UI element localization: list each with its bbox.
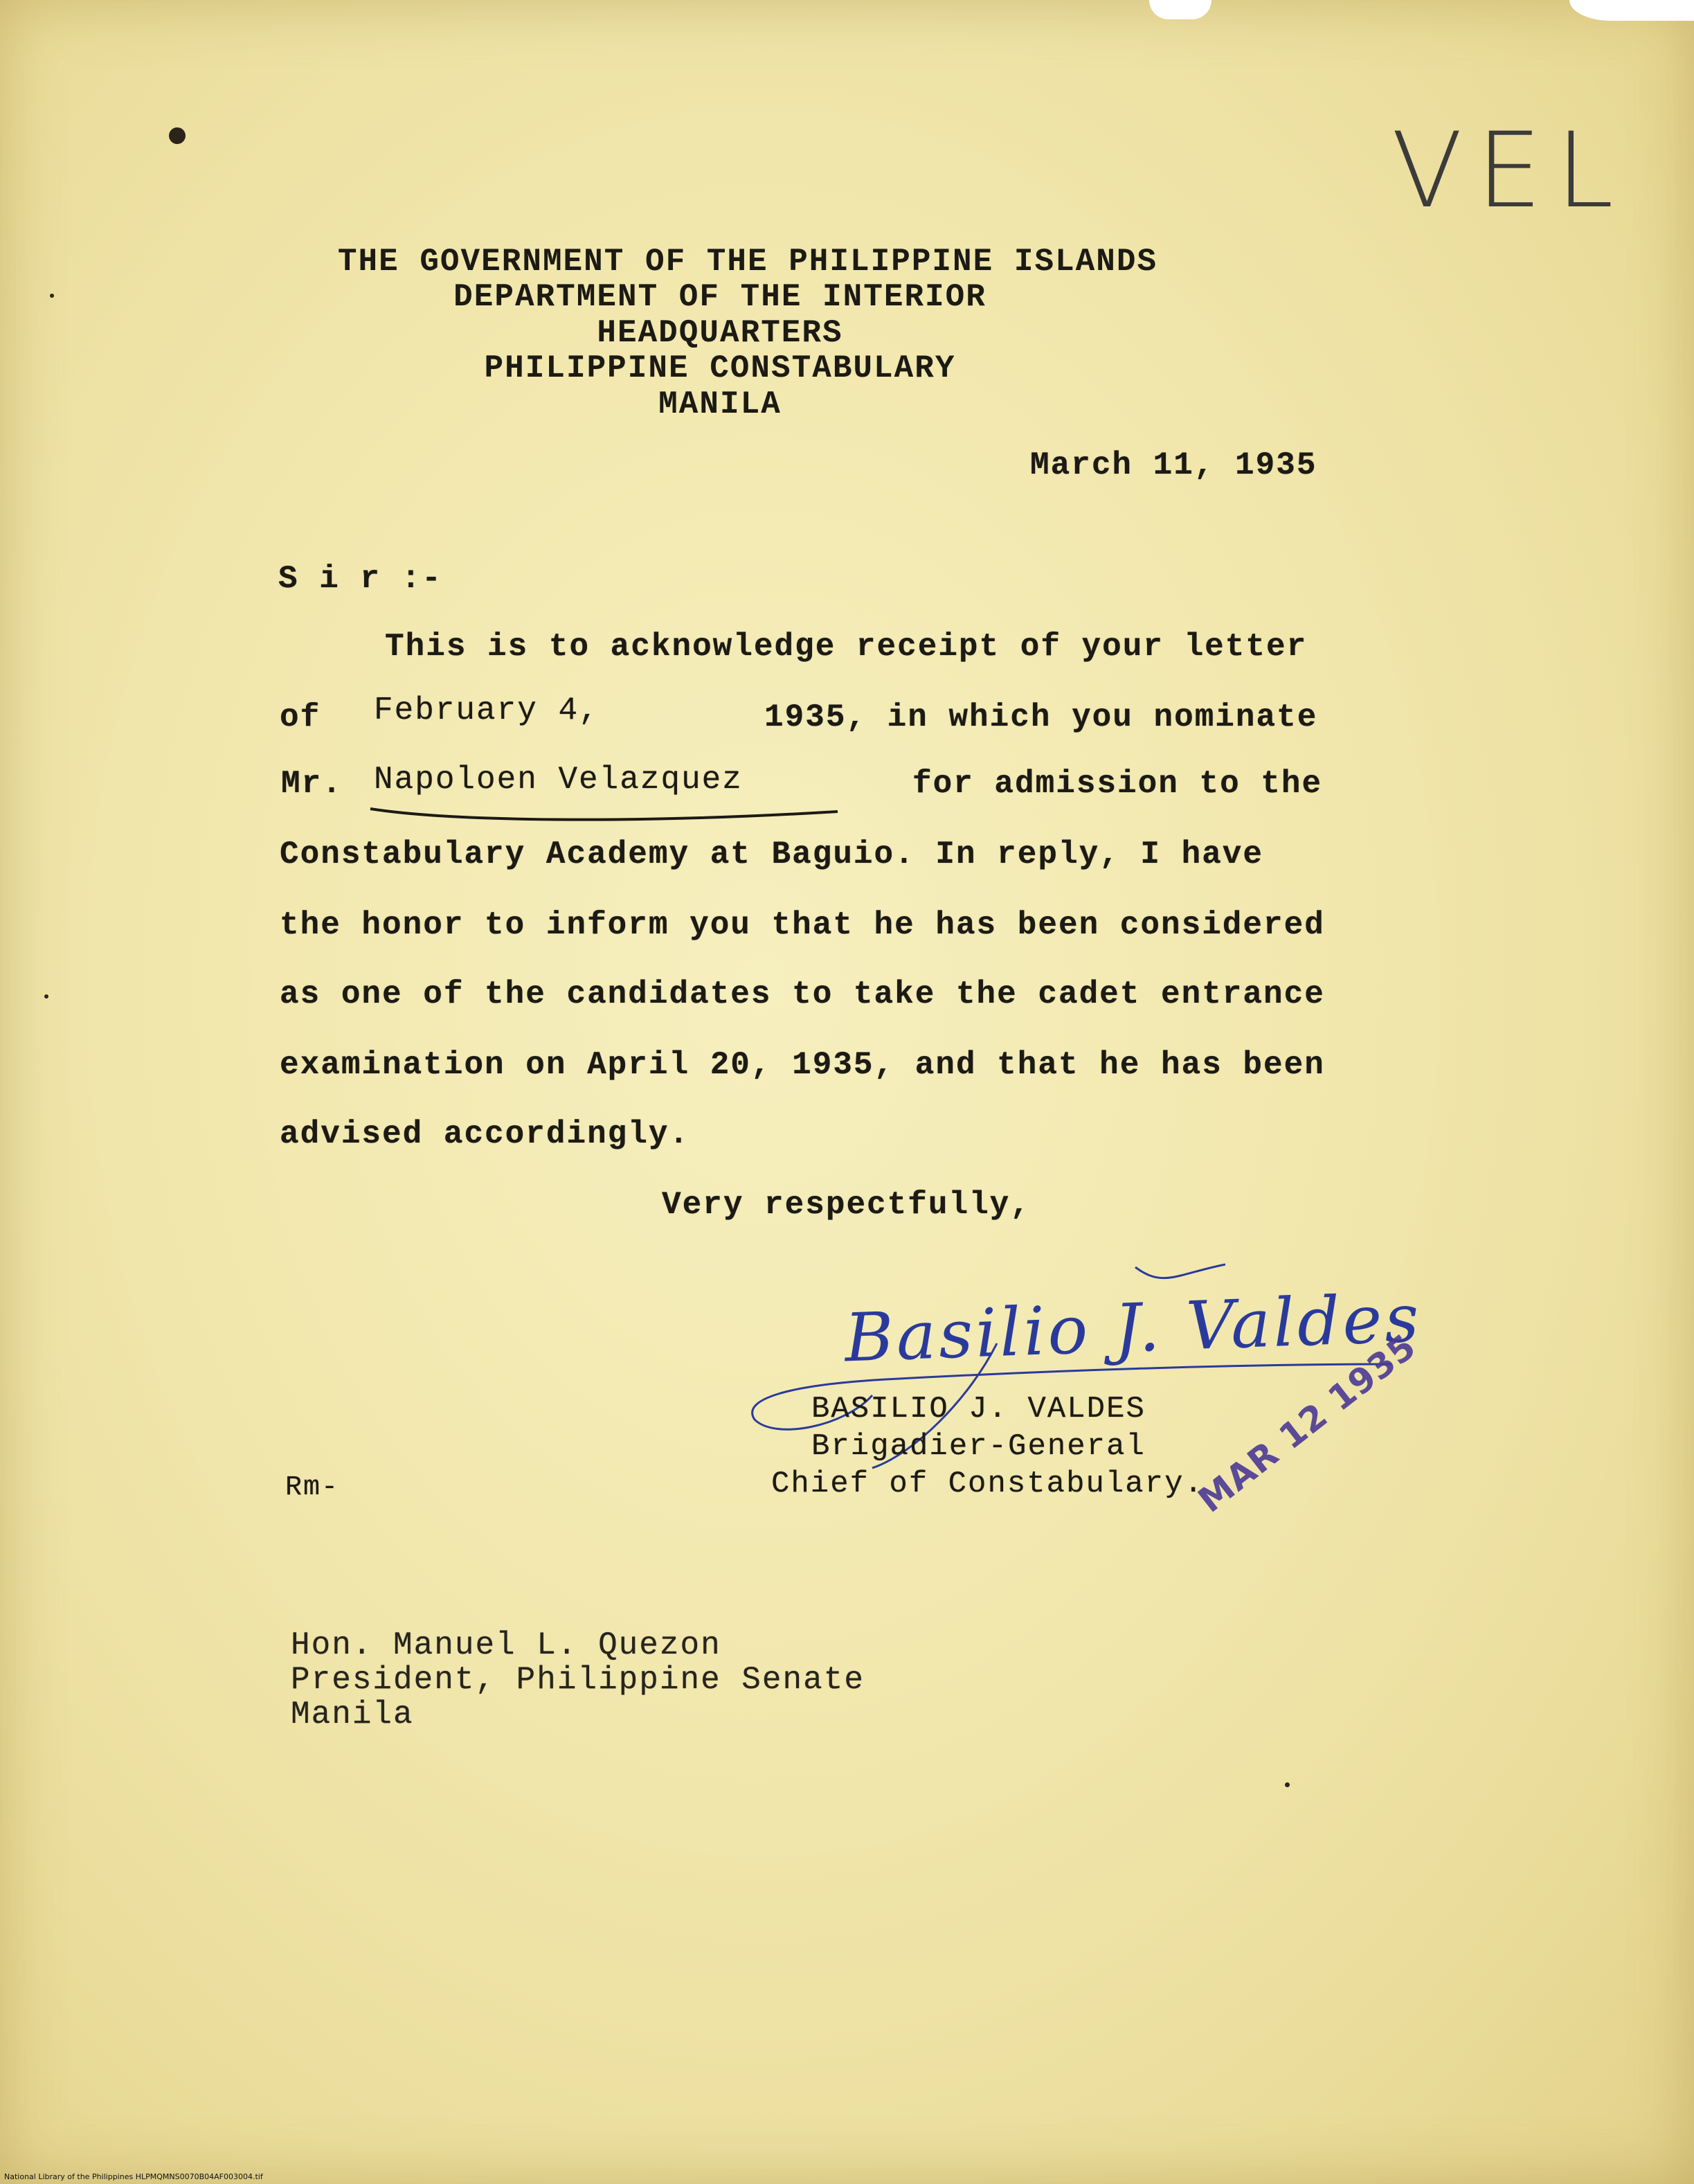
recipient-position: President, Philippine Senate (291, 1662, 865, 1698)
body-line: advised accordingly. (280, 1116, 690, 1152)
body-line-of: of (280, 699, 321, 735)
handwritten-signature: Basilio J. Valdes (843, 1279, 1423, 1377)
nominee-name: Napoloen Velazquez (374, 762, 743, 798)
letterhead-constabulary: PHILIPPINE CONSTABULARY (484, 350, 956, 386)
ink-speck (44, 994, 48, 999)
body-line: for admission to the (912, 766, 1323, 802)
name-underline (367, 796, 845, 824)
letter-date: March 11, 1935 (1030, 447, 1317, 483)
ink-spot (169, 127, 186, 144)
signer-name: BASILIO J. VALDES (811, 1392, 1146, 1426)
letterhead-city: MANILA (658, 386, 782, 422)
ink-speck (50, 294, 54, 298)
letterhead-department: DEPARTMENT OF THE INTERIOR (453, 279, 986, 315)
torn-corner (1569, 0, 1694, 21)
recipient-city: Manila (291, 1697, 414, 1733)
signer-rank: Brigadier-General (811, 1429, 1146, 1464)
salutation: S i r :- (278, 561, 442, 597)
body-line: 1935, in which you nominate (764, 699, 1318, 735)
letterhead-headquarters: HEADQUARTERS (597, 315, 843, 351)
received-date-stamp: MAR 12 1935 (1191, 1326, 1424, 1521)
body-line: Constabulary Academy at Baguio. In reply, I have (280, 836, 1264, 872)
recipient-name: Hon. Manuel L. Quezon (291, 1627, 721, 1663)
body-line: the honor to inform you that he has been considered (280, 907, 1325, 943)
body-line: examination on April 20, 1935, and that he has been (280, 1047, 1325, 1083)
reference-initials: Rm- (285, 1472, 340, 1503)
torn-notch (1149, 0, 1211, 19)
body-line-mr: Mr. (281, 766, 343, 802)
letterhead-government: THE GOVERNMENT OF THE PHILIPPINE ISLANDS (337, 244, 1158, 280)
complimentary-close: Very respectfully, (662, 1187, 1031, 1223)
nomination-date: February 4, (374, 692, 600, 728)
ink-speck (1285, 1782, 1290, 1787)
signer-title: Chief of Constabulary. (771, 1467, 1204, 1501)
handwritten-initials: VEL (1391, 111, 1628, 231)
body-line: as one of the candidates to take the cadet entrance (280, 976, 1325, 1012)
body-line: This is to acknowledge receipt of your letter (385, 629, 1308, 665)
archive-footer: National Library of the Philippines HLPMQMNS0070B04AF003004.tif (4, 2172, 263, 2181)
